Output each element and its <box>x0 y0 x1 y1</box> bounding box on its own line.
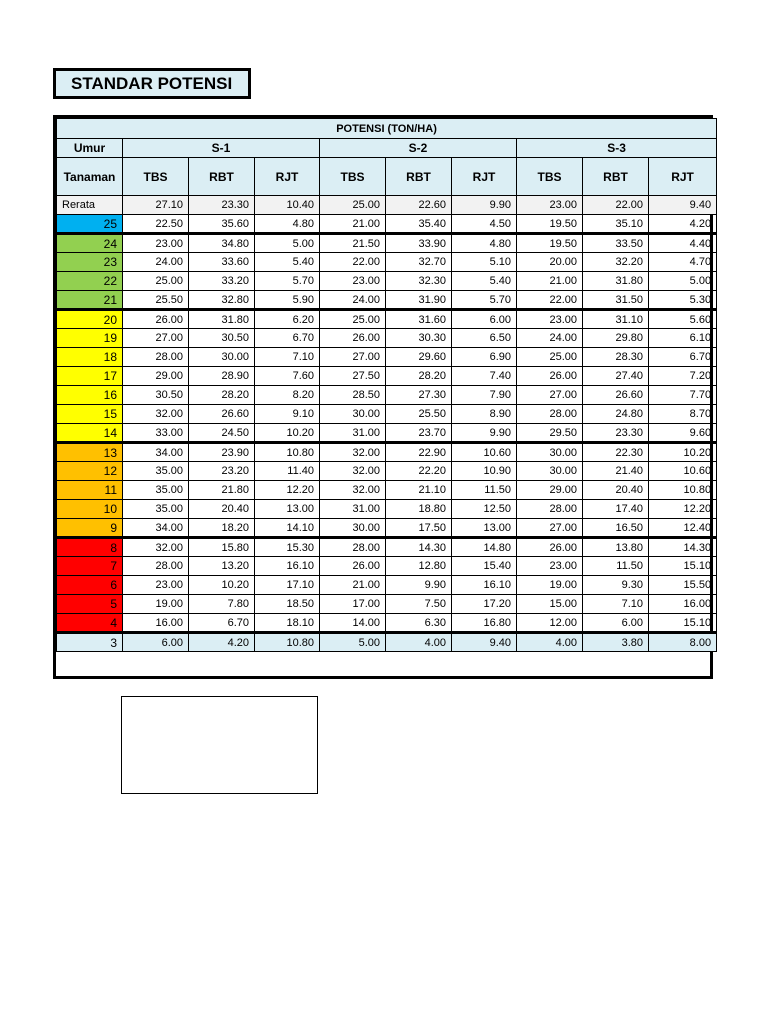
value-cell: 16.00 <box>123 614 189 633</box>
value-cell: 16.10 <box>452 576 517 595</box>
potensi-header: POTENSI (TON/HA) <box>57 119 717 139</box>
value-cell: 25.00 <box>123 272 189 291</box>
value-cell: 4.80 <box>452 234 517 253</box>
rerata-cell: 22.60 <box>386 196 452 215</box>
value-cell: 12.00 <box>517 614 583 633</box>
value-cell: 6.90 <box>452 348 517 367</box>
value-cell: 4.40 <box>649 234 717 253</box>
value-cell: 30.50 <box>123 386 189 405</box>
value-cell: 32.00 <box>320 462 386 481</box>
value-cell: 26.00 <box>517 367 583 386</box>
value-cell: 6.00 <box>583 614 649 633</box>
table-row <box>57 519 717 538</box>
table-row <box>57 272 717 291</box>
value-cell: 23.90 <box>189 443 255 462</box>
value-cell: 24.80 <box>583 405 649 424</box>
value-cell: 6.50 <box>452 329 517 348</box>
table-row <box>57 538 717 557</box>
value-cell: 5.00 <box>649 272 717 291</box>
value-cell: 18.10 <box>255 614 320 633</box>
value-cell: 32.00 <box>320 481 386 500</box>
value-cell: 5.60 <box>649 310 717 329</box>
table-row <box>57 348 717 367</box>
value-cell: 5.00 <box>255 234 320 253</box>
value-cell: 35.10 <box>583 215 649 234</box>
value-cell: 14.80 <box>452 538 517 557</box>
rerata-cell: 10.40 <box>255 196 320 215</box>
value-cell: 32.80 <box>189 291 255 310</box>
value-cell: 28.00 <box>517 500 583 519</box>
umur-cell: 4 <box>57 614 123 633</box>
umur-cell: 12 <box>57 462 123 481</box>
value-cell: 7.40 <box>452 367 517 386</box>
value-cell: 35.00 <box>123 462 189 481</box>
value-cell: 11.50 <box>452 481 517 500</box>
value-cell: 12.80 <box>386 557 452 576</box>
value-cell: 28.00 <box>320 538 386 557</box>
value-cell: 10.90 <box>452 462 517 481</box>
value-cell: 32.00 <box>123 405 189 424</box>
col-header-rjt: RJT <box>255 158 320 196</box>
value-cell: 19.50 <box>517 234 583 253</box>
value-cell: 33.90 <box>386 234 452 253</box>
potensi-grid <box>56 118 717 652</box>
value-cell: 8.20 <box>255 386 320 405</box>
value-cell: 30.00 <box>517 443 583 462</box>
value-cell: 7.90 <box>452 386 517 405</box>
value-cell: 23.20 <box>189 462 255 481</box>
value-cell: 4.00 <box>386 633 452 652</box>
value-cell: 26.00 <box>123 310 189 329</box>
value-cell: 5.10 <box>452 253 517 272</box>
col-header-rbt: RBT <box>583 158 649 196</box>
table-row <box>57 405 717 424</box>
value-cell: 28.00 <box>123 557 189 576</box>
value-cell: 20.40 <box>583 481 649 500</box>
value-cell: 21.40 <box>583 462 649 481</box>
table-row <box>57 462 717 481</box>
value-cell: 22.00 <box>517 291 583 310</box>
table-row <box>57 367 717 386</box>
value-cell: 25.00 <box>320 310 386 329</box>
value-cell: 16.00 <box>649 595 717 614</box>
value-cell: 15.40 <box>452 557 517 576</box>
value-cell: 33.60 <box>189 253 255 272</box>
value-cell: 10.80 <box>649 481 717 500</box>
value-cell: 23.00 <box>123 576 189 595</box>
value-cell: 25.50 <box>123 291 189 310</box>
value-cell: 13.00 <box>255 500 320 519</box>
page-title: STANDAR POTENSI <box>53 68 251 99</box>
value-cell: 7.60 <box>255 367 320 386</box>
value-cell: 25.00 <box>517 348 583 367</box>
value-cell: 31.80 <box>583 272 649 291</box>
value-cell: 12.20 <box>255 481 320 500</box>
value-cell: 28.20 <box>386 367 452 386</box>
value-cell: 24.00 <box>320 291 386 310</box>
umur-cell: 19 <box>57 329 123 348</box>
value-cell: 6.70 <box>189 614 255 633</box>
value-cell: 22.90 <box>386 443 452 462</box>
value-cell: 10.60 <box>649 462 717 481</box>
table-row <box>57 386 717 405</box>
value-cell: 11.50 <box>583 557 649 576</box>
value-cell: 4.00 <box>517 633 583 652</box>
value-cell: 23.30 <box>583 424 649 443</box>
rerata-label: Rerata <box>57 196 123 215</box>
value-cell: 23.00 <box>517 310 583 329</box>
col-header-rbt: RBT <box>189 158 255 196</box>
value-cell: 28.90 <box>189 367 255 386</box>
umur-cell: 21 <box>57 291 123 310</box>
value-cell: 29.60 <box>386 348 452 367</box>
value-cell: 27.00 <box>320 348 386 367</box>
umur-cell: 23 <box>57 253 123 272</box>
value-cell: 19.00 <box>123 595 189 614</box>
value-cell: 6.00 <box>123 633 189 652</box>
value-cell: 22.50 <box>123 215 189 234</box>
umur-cell: 25 <box>57 215 123 234</box>
value-cell: 7.10 <box>583 595 649 614</box>
value-cell: 32.00 <box>123 538 189 557</box>
value-cell: 26.60 <box>583 386 649 405</box>
value-cell: 16.50 <box>583 519 649 538</box>
value-cell: 6.20 <box>255 310 320 329</box>
value-cell: 21.00 <box>517 272 583 291</box>
table-row <box>57 253 717 272</box>
value-cell: 33.20 <box>189 272 255 291</box>
value-cell: 3.80 <box>583 633 649 652</box>
group-header-s2: S-2 <box>320 139 517 158</box>
value-cell: 32.30 <box>386 272 452 291</box>
value-cell: 15.10 <box>649 557 717 576</box>
value-cell: 26.00 <box>320 557 386 576</box>
value-cell: 4.80 <box>255 215 320 234</box>
value-cell: 32.20 <box>583 253 649 272</box>
value-cell: 19.50 <box>517 215 583 234</box>
value-cell: 18.20 <box>189 519 255 538</box>
umur-cell: 18 <box>57 348 123 367</box>
value-cell: 9.40 <box>452 633 517 652</box>
value-cell: 9.90 <box>452 424 517 443</box>
value-cell: 23.70 <box>386 424 452 443</box>
value-cell: 21.80 <box>189 481 255 500</box>
umur-header: Umur <box>57 139 123 158</box>
value-cell: 15.00 <box>517 595 583 614</box>
value-cell: 33.50 <box>583 234 649 253</box>
value-cell: 19.00 <box>517 576 583 595</box>
value-cell: 32.70 <box>386 253 452 272</box>
value-cell: 6.10 <box>649 329 717 348</box>
value-cell: 22.30 <box>583 443 649 462</box>
umur-cell: 7 <box>57 557 123 576</box>
value-cell: 35.00 <box>123 500 189 519</box>
umur-cell: 6 <box>57 576 123 595</box>
value-cell: 29.50 <box>517 424 583 443</box>
value-cell: 23.00 <box>320 272 386 291</box>
group-header-s3: S-3 <box>517 139 717 158</box>
potensi-table <box>53 115 713 679</box>
value-cell: 17.40 <box>583 500 649 519</box>
value-cell: 30.00 <box>189 348 255 367</box>
value-cell: 6.30 <box>386 614 452 633</box>
rerata-cell: 22.00 <box>583 196 649 215</box>
value-cell: 23.00 <box>517 557 583 576</box>
value-cell: 34.80 <box>189 234 255 253</box>
value-cell: 13.80 <box>583 538 649 557</box>
table-row <box>57 557 717 576</box>
value-cell: 8.70 <box>649 405 717 424</box>
value-cell: 30.50 <box>189 329 255 348</box>
rerata-row <box>57 196 717 215</box>
value-cell: 30.00 <box>517 462 583 481</box>
rerata-cell: 9.90 <box>452 196 517 215</box>
value-cell: 27.50 <box>320 367 386 386</box>
value-cell: 22.00 <box>320 253 386 272</box>
table-row <box>57 481 717 500</box>
value-cell: 14.30 <box>649 538 717 557</box>
col-header-tbs: TBS <box>320 158 386 196</box>
table-row <box>57 291 717 310</box>
value-cell: 7.50 <box>386 595 452 614</box>
value-cell: 23.00 <box>123 234 189 253</box>
value-cell: 15.10 <box>649 614 717 633</box>
value-cell: 28.50 <box>320 386 386 405</box>
value-cell: 12.50 <box>452 500 517 519</box>
value-cell: 31.00 <box>320 424 386 443</box>
value-cell: 14.10 <box>255 519 320 538</box>
umur-cell: 9 <box>57 519 123 538</box>
value-cell: 31.90 <box>386 291 452 310</box>
rerata-cell: 23.30 <box>189 196 255 215</box>
value-cell: 29.00 <box>517 481 583 500</box>
value-cell: 18.80 <box>386 500 452 519</box>
value-cell: 31.00 <box>320 500 386 519</box>
value-cell: 7.20 <box>649 367 717 386</box>
value-cell: 31.80 <box>189 310 255 329</box>
value-cell: 28.20 <box>189 386 255 405</box>
value-cell: 31.60 <box>386 310 452 329</box>
value-cell: 5.40 <box>452 272 517 291</box>
value-cell: 5.70 <box>452 291 517 310</box>
value-cell: 15.80 <box>189 538 255 557</box>
value-cell: 17.00 <box>320 595 386 614</box>
table-row <box>57 215 717 234</box>
value-cell: 21.50 <box>320 234 386 253</box>
value-cell: 35.00 <box>123 481 189 500</box>
value-cell: 13.00 <box>452 519 517 538</box>
value-cell: 9.30 <box>583 576 649 595</box>
value-cell: 29.00 <box>123 367 189 386</box>
umur-cell: 16 <box>57 386 123 405</box>
value-cell: 13.20 <box>189 557 255 576</box>
value-cell: 18.50 <box>255 595 320 614</box>
empty-cell-box <box>121 696 318 794</box>
table-row-last <box>57 633 717 652</box>
value-cell: 15.30 <box>255 538 320 557</box>
table-row <box>57 310 717 329</box>
value-cell: 10.60 <box>452 443 517 462</box>
value-cell: 17.50 <box>386 519 452 538</box>
umur-cell: 24 <box>57 234 123 253</box>
value-cell: 20.00 <box>517 253 583 272</box>
value-cell: 14.00 <box>320 614 386 633</box>
value-cell: 9.10 <box>255 405 320 424</box>
rerata-cell: 25.00 <box>320 196 386 215</box>
value-cell: 17.20 <box>452 595 517 614</box>
value-cell: 30.00 <box>320 405 386 424</box>
value-cell: 34.00 <box>123 443 189 462</box>
value-cell: 10.20 <box>189 576 255 595</box>
value-cell: 4.70 <box>649 253 717 272</box>
value-cell: 8.90 <box>452 405 517 424</box>
umur-cell: 3 <box>57 633 123 652</box>
value-cell: 16.10 <box>255 557 320 576</box>
value-cell: 29.80 <box>583 329 649 348</box>
value-cell: 32.00 <box>320 443 386 462</box>
table-row <box>57 329 717 348</box>
value-cell: 34.00 <box>123 519 189 538</box>
value-cell: 14.30 <box>386 538 452 557</box>
value-cell: 35.40 <box>386 215 452 234</box>
value-cell: 27.00 <box>123 329 189 348</box>
value-cell: 6.70 <box>255 329 320 348</box>
umur-cell: 17 <box>57 367 123 386</box>
value-cell: 9.60 <box>649 424 717 443</box>
value-cell: 24.00 <box>123 253 189 272</box>
value-cell: 21.10 <box>386 481 452 500</box>
value-cell: 10.80 <box>255 633 320 652</box>
value-cell: 7.10 <box>255 348 320 367</box>
umur-cell: 11 <box>57 481 123 500</box>
col-header-tbs: TBS <box>517 158 583 196</box>
value-cell: 9.90 <box>386 576 452 595</box>
value-cell: 10.20 <box>255 424 320 443</box>
col-header-rjt: RJT <box>452 158 517 196</box>
value-cell: 5.70 <box>255 272 320 291</box>
value-cell: 27.30 <box>386 386 452 405</box>
value-cell: 27.40 <box>583 367 649 386</box>
table-row <box>57 443 717 462</box>
value-cell: 30.00 <box>320 519 386 538</box>
umur-cell: 22 <box>57 272 123 291</box>
value-cell: 26.00 <box>320 329 386 348</box>
tanaman-header: Tanaman <box>57 158 123 196</box>
umur-cell: 20 <box>57 310 123 329</box>
value-cell: 8.00 <box>649 633 717 652</box>
value-cell: 22.20 <box>386 462 452 481</box>
umur-cell: 15 <box>57 405 123 424</box>
value-cell: 21.00 <box>320 576 386 595</box>
value-cell: 16.80 <box>452 614 517 633</box>
value-cell: 5.90 <box>255 291 320 310</box>
table-row <box>57 500 717 519</box>
umur-cell: 8 <box>57 538 123 557</box>
value-cell: 27.00 <box>517 519 583 538</box>
value-cell: 30.30 <box>386 329 452 348</box>
value-cell: 24.50 <box>189 424 255 443</box>
table-row <box>57 576 717 595</box>
value-cell: 10.80 <box>255 443 320 462</box>
value-cell: 35.60 <box>189 215 255 234</box>
value-cell: 15.50 <box>649 576 717 595</box>
rerata-cell: 23.00 <box>517 196 583 215</box>
value-cell: 26.60 <box>189 405 255 424</box>
value-cell: 26.00 <box>517 538 583 557</box>
value-cell: 6.00 <box>452 310 517 329</box>
value-cell: 4.20 <box>649 215 717 234</box>
group-header-s1: S-1 <box>123 139 320 158</box>
rerata-cell: 27.10 <box>123 196 189 215</box>
value-cell: 31.50 <box>583 291 649 310</box>
value-cell: 28.30 <box>583 348 649 367</box>
table-row <box>57 595 717 614</box>
value-cell: 4.20 <box>189 633 255 652</box>
col-header-rbt: RBT <box>386 158 452 196</box>
value-cell: 24.00 <box>517 329 583 348</box>
umur-cell: 5 <box>57 595 123 614</box>
value-cell: 10.20 <box>649 443 717 462</box>
umur-cell: 14 <box>57 424 123 443</box>
col-header-rjt: RJT <box>649 158 717 196</box>
value-cell: 33.00 <box>123 424 189 443</box>
value-cell: 12.20 <box>649 500 717 519</box>
value-cell: 21.00 <box>320 215 386 234</box>
value-cell: 12.40 <box>649 519 717 538</box>
value-cell: 5.00 <box>320 633 386 652</box>
value-cell: 4.50 <box>452 215 517 234</box>
col-header-tbs: TBS <box>123 158 189 196</box>
table-row <box>57 234 717 253</box>
value-cell: 5.40 <box>255 253 320 272</box>
umur-cell: 13 <box>57 443 123 462</box>
value-cell: 20.40 <box>189 500 255 519</box>
value-cell: 5.30 <box>649 291 717 310</box>
rerata-cell: 9.40 <box>649 196 717 215</box>
value-cell: 25.50 <box>386 405 452 424</box>
value-cell: 31.10 <box>583 310 649 329</box>
value-cell: 7.70 <box>649 386 717 405</box>
value-cell: 6.70 <box>649 348 717 367</box>
value-cell: 11.40 <box>255 462 320 481</box>
value-cell: 28.00 <box>517 405 583 424</box>
value-cell: 28.00 <box>123 348 189 367</box>
umur-cell: 10 <box>57 500 123 519</box>
table-row <box>57 424 717 443</box>
value-cell: 27.00 <box>517 386 583 405</box>
value-cell: 7.80 <box>189 595 255 614</box>
value-cell: 17.10 <box>255 576 320 595</box>
table-row <box>57 614 717 633</box>
